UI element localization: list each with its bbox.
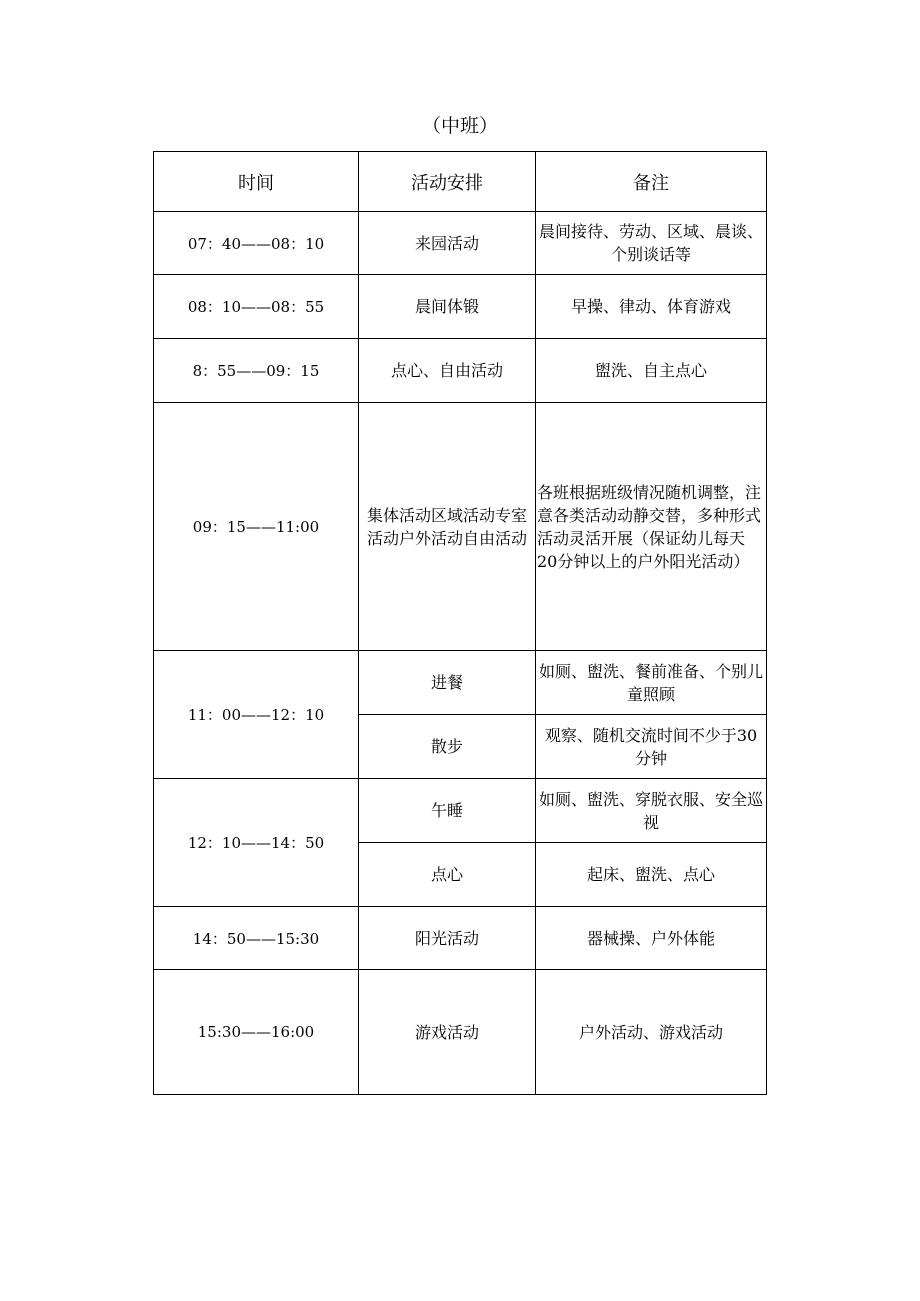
activity-cell: 阳光活动 (359, 907, 536, 970)
time-cell: 8：55——09：15 (154, 339, 359, 403)
notes-cell: 如厕、盥洗、穿脱衣服、安全巡视 (536, 779, 767, 843)
activity-cell: 点心 (359, 843, 536, 907)
time-cell: 07：40——08：10 (154, 212, 359, 275)
page-title: （中班） (421, 115, 498, 137)
header-notes: 备注 (536, 152, 767, 212)
notes-cell: 早操、律动、体育游戏 (536, 275, 767, 339)
activity-cell: 进餐 (359, 651, 536, 715)
table-row (154, 212, 767, 275)
notes-cell: 起床、盥洗、点心 (536, 843, 767, 907)
notes-cell: 器械操、户外体能 (536, 907, 767, 970)
table-header-row (154, 152, 767, 212)
notes-cell: 户外活动、游戏活动 (536, 970, 767, 1095)
time-cell: 15:30——16:00 (154, 970, 359, 1095)
notes-cell: 观察、随机交流时间不少于30分钟 (536, 715, 767, 779)
table-row (154, 275, 767, 339)
time-cell: 09：15——11:00 (154, 403, 359, 651)
activity-cell: 散步 (359, 715, 536, 779)
table-row (154, 403, 767, 651)
activity-cell: 集体活动区域活动专室活动户外活动自由活动 (359, 403, 536, 651)
notes-cell: 盥洗、自主点心 (536, 339, 767, 403)
schedule-table (153, 151, 767, 1095)
activity-cell: 来园活动 (359, 212, 536, 275)
header-activity: 活动安排 (359, 152, 536, 212)
time-cell: 12：10——14：50 (154, 779, 359, 907)
activity-cell: 午睡 (359, 779, 536, 843)
time-cell: 14：50——15:30 (154, 907, 359, 970)
header-time: 时间 (154, 152, 359, 212)
table-row (154, 651, 767, 715)
time-cell: 11：00——12：10 (154, 651, 359, 779)
table-row (154, 970, 767, 1095)
activity-cell: 点心、自由活动 (359, 339, 536, 403)
time-cell: 08：10——08：55 (154, 275, 359, 339)
table-row (154, 907, 767, 970)
activity-cell: 晨间体锻 (359, 275, 536, 339)
notes-cell: 晨间接待、劳动、区域、晨谈、个别谈话等 (536, 212, 767, 275)
notes-cell: 各班根据班级情况随机调整，注意各类活动动静交替，多种形式活动灵活开展（保证幼儿每天20分钟以上的户外阳光活动） (536, 403, 767, 651)
notes-cell: 如厕、盥洗、餐前准备、个别儿童照顾 (536, 651, 767, 715)
table-row (154, 339, 767, 403)
table-row (154, 779, 767, 843)
activity-cell: 游戏活动 (359, 970, 536, 1095)
